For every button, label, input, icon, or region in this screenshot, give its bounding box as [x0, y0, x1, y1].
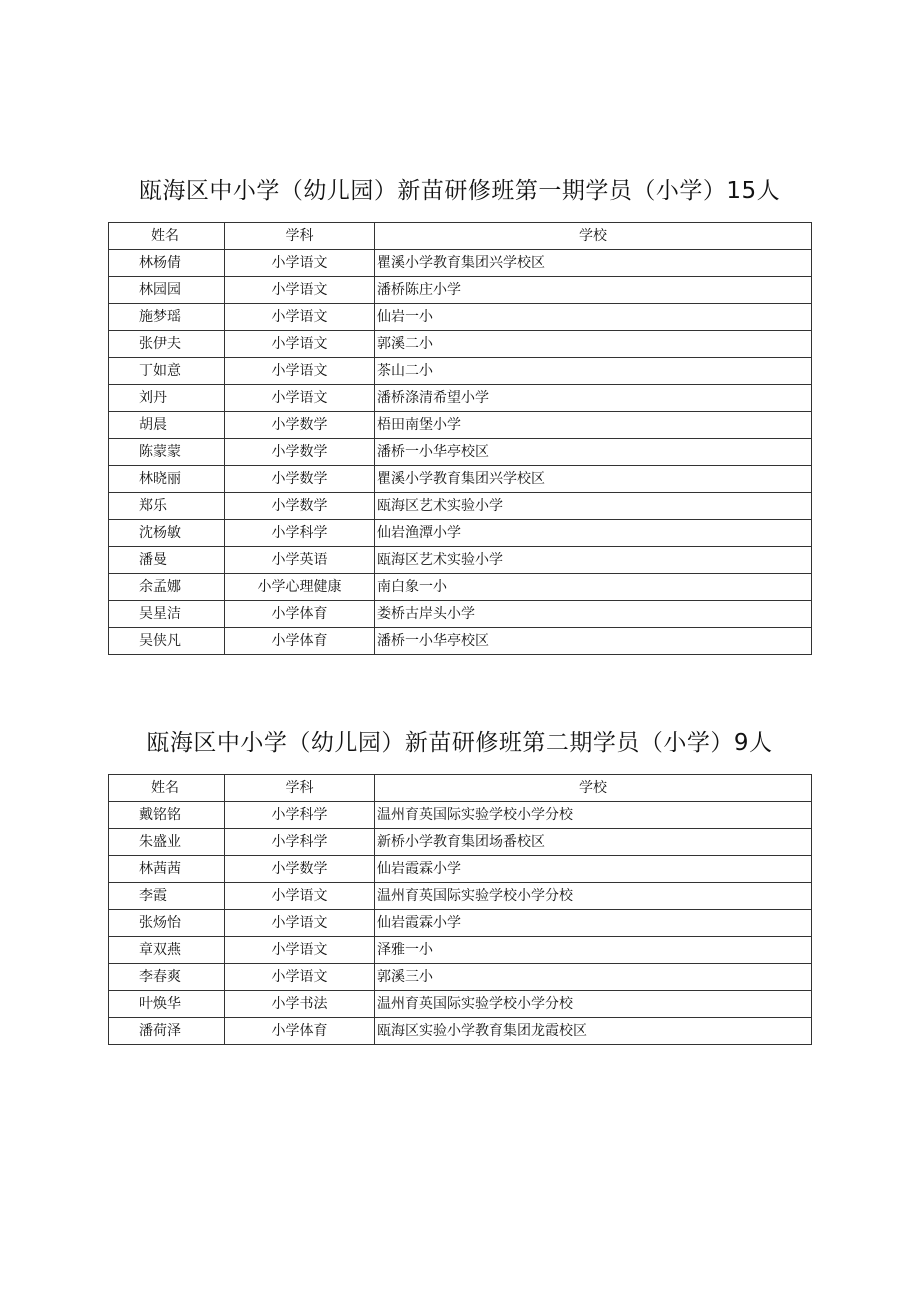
cell-subject: 小学数学 — [225, 493, 375, 520]
cell-school: 泽雅一小 — [375, 937, 812, 964]
cell-school: 瓯海区艺术实验小学 — [375, 493, 812, 520]
cell-name: 丁如意 — [109, 358, 225, 385]
roster-title-first-term: 瓯海区中小学（幼儿园）新苗研修班第一期学员（小学）15人 — [138, 178, 781, 204]
cell-school: 潘桥一小华亭校区 — [375, 628, 812, 655]
table-row — [109, 991, 812, 1018]
table-row — [109, 601, 812, 628]
table-row — [109, 385, 812, 412]
cell-school: 茶山二小 — [375, 358, 812, 385]
header-subject: 学科 — [225, 775, 375, 802]
table-header-row — [109, 223, 812, 250]
cell-school: 郭溪三小 — [375, 964, 812, 991]
cell-name: 潘荷泽 — [109, 1018, 225, 1045]
cell-school: 仙岩霞霖小学 — [375, 910, 812, 937]
cell-name: 胡晨 — [109, 412, 225, 439]
cell-school: 梧田南堡小学 — [375, 412, 812, 439]
table-row — [109, 304, 812, 331]
table-row — [109, 547, 812, 574]
roster-table-body — [109, 775, 812, 1045]
roster-section-first-term — [108, 168, 811, 655]
cell-name: 戴铭铭 — [109, 802, 225, 829]
cell-school: 潘桥涤清希望小学 — [375, 385, 812, 412]
cell-name: 林晓丽 — [109, 466, 225, 493]
table-row — [109, 466, 812, 493]
roster-table-body — [109, 223, 812, 655]
cell-name: 李春爽 — [109, 964, 225, 991]
table-row — [109, 883, 812, 910]
cell-subject: 小学体育 — [225, 1018, 375, 1045]
cell-name: 李霞 — [109, 883, 225, 910]
cell-subject: 小学语文 — [225, 385, 375, 412]
cell-name: 林杨倩 — [109, 250, 225, 277]
cell-subject: 小学语文 — [225, 964, 375, 991]
cell-subject: 小学语文 — [225, 250, 375, 277]
cell-name: 余孟娜 — [109, 574, 225, 601]
cell-school: 温州育英国际实验学校小学分校 — [375, 883, 812, 910]
cell-name: 郑乐 — [109, 493, 225, 520]
table-header-row — [109, 775, 812, 802]
cell-name: 林园园 — [109, 277, 225, 304]
cell-name: 吴侠凡 — [109, 628, 225, 655]
cell-name: 潘曼 — [109, 547, 225, 574]
table-row — [109, 520, 812, 547]
cell-school: 瓯海区实验小学教育集团龙霞校区 — [375, 1018, 812, 1045]
cell-name: 朱盛业 — [109, 829, 225, 856]
cell-subject: 小学科学 — [225, 520, 375, 547]
cell-name: 刘丹 — [109, 385, 225, 412]
cell-subject: 小学书法 — [225, 991, 375, 1018]
cell-school: 郭溪二小 — [375, 331, 812, 358]
table-row — [109, 250, 812, 277]
cell-name: 章双燕 — [109, 937, 225, 964]
cell-subject: 小学数学 — [225, 856, 375, 883]
table-row — [109, 628, 812, 655]
header-name: 姓名 — [109, 775, 225, 802]
cell-name: 叶焕华 — [109, 991, 225, 1018]
cell-school: 仙岩霞霖小学 — [375, 856, 812, 883]
cell-subject: 小学科学 — [225, 829, 375, 856]
cell-subject: 小学体育 — [225, 601, 375, 628]
header-school: 学校 — [375, 223, 812, 250]
table-row — [109, 856, 812, 883]
cell-subject: 小学英语 — [225, 547, 375, 574]
header-school: 学校 — [375, 775, 812, 802]
cell-name: 林茜茜 — [109, 856, 225, 883]
cell-subject: 小学语文 — [225, 883, 375, 910]
cell-subject: 小学科学 — [225, 802, 375, 829]
table-row — [109, 574, 812, 601]
roster-title-second-term: 瓯海区中小学（幼儿园）新苗研修班第二期学员（小学）9人 — [146, 730, 773, 756]
cell-subject: 小学体育 — [225, 628, 375, 655]
cell-school: 仙岩一小 — [375, 304, 812, 331]
table-row — [109, 412, 812, 439]
cell-subject: 小学数学 — [225, 466, 375, 493]
cell-school: 瞿溪小学教育集团兴学校区 — [375, 250, 812, 277]
cell-subject: 小学语文 — [225, 277, 375, 304]
cell-school: 潘桥一小华亭校区 — [375, 439, 812, 466]
cell-school: 潘桥陈庄小学 — [375, 277, 812, 304]
cell-subject: 小学数学 — [225, 439, 375, 466]
table-row — [109, 331, 812, 358]
cell-subject: 小学语文 — [225, 304, 375, 331]
cell-name: 施梦瑶 — [109, 304, 225, 331]
header-name: 姓名 — [109, 223, 225, 250]
cell-school: 瞿溪小学教育集团兴学校区 — [375, 466, 812, 493]
table-row — [109, 937, 812, 964]
cell-school: 瓯海区艺术实验小学 — [375, 547, 812, 574]
table-row — [109, 910, 812, 937]
cell-name: 张伊夫 — [109, 331, 225, 358]
cell-school: 娄桥古岸头小学 — [375, 601, 812, 628]
table-row — [109, 1018, 812, 1045]
cell-school: 温州育英国际实验学校小学分校 — [375, 802, 812, 829]
table-row — [109, 277, 812, 304]
table-row — [109, 358, 812, 385]
table-row — [109, 493, 812, 520]
roster-table-first-term — [108, 222, 812, 655]
table-row — [109, 964, 812, 991]
roster-table-second-term — [108, 774, 812, 1045]
cell-subject: 小学语文 — [225, 937, 375, 964]
cell-name: 张炀怡 — [109, 910, 225, 937]
cell-school: 温州育英国际实验学校小学分校 — [375, 991, 812, 1018]
header-subject: 学科 — [225, 223, 375, 250]
table-row — [109, 439, 812, 466]
cell-name: 吴星洁 — [109, 601, 225, 628]
cell-subject: 小学心理健康 — [225, 574, 375, 601]
roster-section-second-term — [108, 720, 811, 1045]
table-row — [109, 829, 812, 856]
cell-name: 陈蒙蒙 — [109, 439, 225, 466]
cell-subject: 小学语文 — [225, 358, 375, 385]
cell-school: 仙岩渔潭小学 — [375, 520, 812, 547]
cell-name: 沈杨敏 — [109, 520, 225, 547]
cell-subject: 小学语文 — [225, 331, 375, 358]
cell-school: 南白象一小 — [375, 574, 812, 601]
cell-subject: 小学语文 — [225, 910, 375, 937]
cell-school: 新桥小学教育集团场番校区 — [375, 829, 812, 856]
cell-subject: 小学数学 — [225, 412, 375, 439]
table-row — [109, 802, 812, 829]
